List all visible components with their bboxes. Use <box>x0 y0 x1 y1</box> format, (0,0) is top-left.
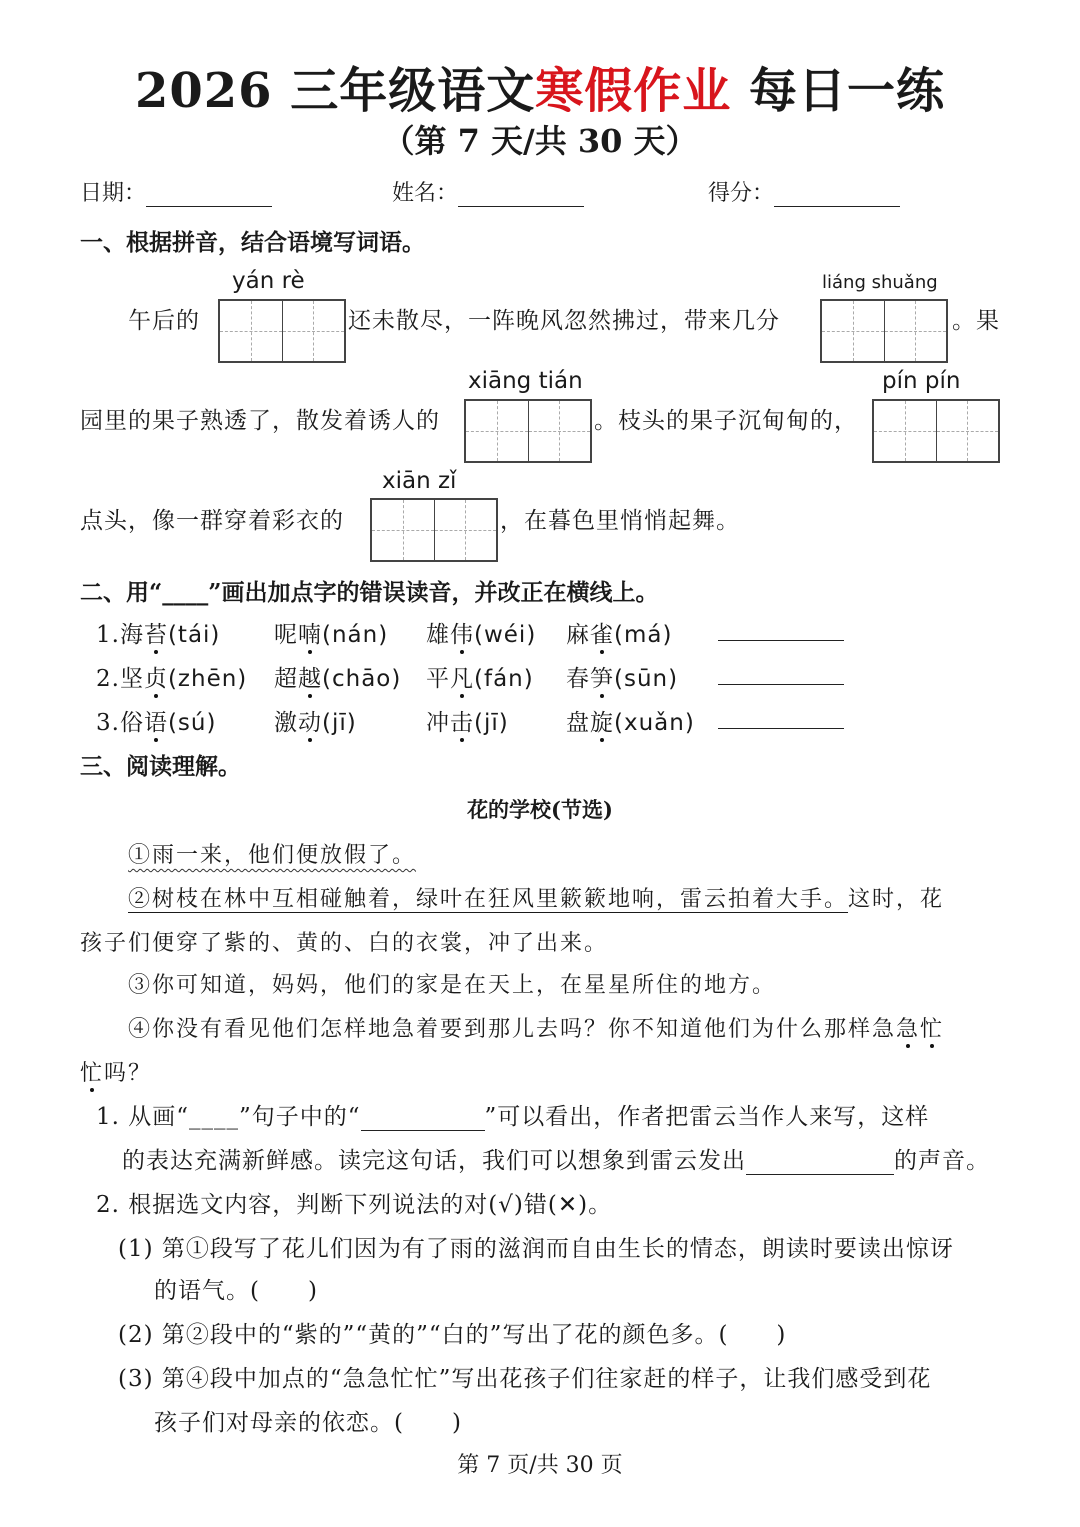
worksheet-title <box>0 52 1080 121</box>
passage-para-2 <box>128 882 944 913</box>
question-2-3: (3) 第④段中加点的“急急忙忙”写出花孩子们往家赶的样子，让我们感受到花 <box>118 1366 932 1392</box>
worksheet-subtitle: （第 7 天/共 30 天） <box>382 122 698 160</box>
answer-line-2[interactable] <box>718 684 844 685</box>
question-1-line-1 <box>96 1098 929 1131</box>
passage-para-1 <box>128 838 416 869</box>
dotted-char: 苔 <box>143 622 168 648</box>
word-char: 超 <box>274 666 298 692</box>
para-4-end: 吗？ <box>104 1061 153 1086</box>
dotted-char: 急 <box>896 1017 921 1042</box>
answer-line-3[interactable] <box>718 728 844 729</box>
para-2-tail: 这时，花 <box>848 887 945 912</box>
writing-grid-pinpin[interactable] <box>872 399 1000 463</box>
score-label: 得分： <box>708 181 775 206</box>
pron-item <box>274 704 357 737</box>
q1-blank-sound[interactable] <box>746 1152 894 1175</box>
score-field <box>708 176 900 207</box>
q1-text-c: 的表达充满新鲜感。读完这句话，我们可以想象到雷云发出 <box>122 1148 746 1174</box>
section1-heading: 一、根据拼音，结合语境写词语。 <box>80 229 425 256</box>
title-part1: 三年级语文 <box>290 63 536 119</box>
name-blank[interactable] <box>458 184 584 207</box>
pron-item <box>426 616 536 649</box>
dotted-char: 忙 <box>80 1061 105 1086</box>
writing-grid-xiangtian[interactable] <box>464 399 592 463</box>
line3-end: ，在暮色里悄悄起舞。 <box>500 508 740 534</box>
passage-para-4-cont <box>80 1056 152 1087</box>
pron-row-1 <box>96 616 220 649</box>
word-char: 激 <box>274 710 298 736</box>
title-part2: 每日一练 <box>749 63 946 119</box>
reading: (sūn) <box>614 666 679 692</box>
word-char: 麻 <box>566 622 590 648</box>
title-highlight: 寒假作业 <box>535 63 732 119</box>
reading: (jī) <box>474 710 509 736</box>
pron-row-2 <box>96 660 247 693</box>
dotted-char: 语 <box>143 710 168 736</box>
dotted-char: 忙 <box>920 1017 945 1042</box>
wavy-sentence: ①雨一来，他们便放假了。 <box>128 843 417 868</box>
pinyin-xiangtian: xiāng tián <box>468 368 583 394</box>
reading: (wéi) <box>474 622 537 648</box>
underlined-sentence: ②树枝在林中互相碰触着，绿叶在狂风里簌簌地响，雷云拍着大手。 <box>128 887 849 912</box>
pinyin-xianzi: xiān zǐ <box>382 468 457 494</box>
row-number: 2. <box>96 666 120 692</box>
word-char: 平 <box>426 666 450 692</box>
dotted-char: 越 <box>298 666 322 692</box>
pron-item <box>274 616 388 649</box>
q1-blank-word[interactable] <box>361 1108 485 1131</box>
passage-para-4 <box>128 1012 944 1043</box>
pron-row-3 <box>96 704 216 737</box>
name-label: 姓名： <box>392 181 459 206</box>
pron-item <box>566 704 695 737</box>
dotted-char: 伟 <box>450 622 474 648</box>
reading: (tái) <box>167 622 221 648</box>
page-footer: 第 7 页/共 30 页 <box>457 1453 623 1478</box>
title-year: 2026 <box>134 63 273 119</box>
question-2-1-cont[interactable]: 的语气。( ) <box>154 1278 318 1304</box>
section3-heading: 三、阅读理解。 <box>80 753 241 780</box>
q1-text-b: ”可以看出，作者把雷云当作人来写，这样 <box>484 1104 930 1130</box>
pron-item <box>566 660 678 693</box>
word-char: 雄 <box>426 622 450 648</box>
pinyin-pinpin: pín pín <box>882 368 961 394</box>
line1-middle: 还未散尽，一阵晚风忽然拂过，带来几分 <box>348 308 780 334</box>
pron-item <box>426 704 509 737</box>
line1-start: 午后的 <box>128 308 200 334</box>
pron-item <box>566 616 672 649</box>
pron-item <box>426 660 534 693</box>
question-2-1: (1) 第①段写了花儿们因为有了雨的滋润而自由生长的情态，朗读时要读出惊讶 <box>118 1236 954 1262</box>
writing-grid-xianzi[interactable] <box>370 498 498 562</box>
dotted-char: 凡 <box>450 666 474 692</box>
question-2-2[interactable]: (2) 第②段中的“紫的”“黄的”“白的”写出了花的颜色多。( ) <box>118 1322 787 1348</box>
reading: (fán) <box>474 666 534 692</box>
question-2-3-cont[interactable]: 孩子们对母亲的依恋。( ) <box>154 1410 462 1436</box>
section2-heading: 二、用“____”画出加点字的错误读音，并改正在横线上。 <box>80 579 659 606</box>
passage-para-3: ③你可知道，妈妈，他们的家是在天上，在星星所住的地方。 <box>128 973 777 998</box>
dotted-char: 雀 <box>590 622 614 648</box>
dotted-char: 动 <box>298 710 322 736</box>
pron-item <box>274 660 401 693</box>
reading: (má) <box>614 622 673 648</box>
para-4-text: ④你没有看见他们怎样地急着要到那儿去吗？你不知道他们为什么那样急 <box>128 1017 897 1042</box>
row-number: 3. <box>96 710 120 736</box>
name-field <box>392 176 584 207</box>
date-field <box>80 176 272 207</box>
date-blank[interactable] <box>146 184 272 207</box>
reading: (chāo) <box>322 666 402 692</box>
reading: (jī) <box>322 710 357 736</box>
dotted-char: 击 <box>450 710 474 736</box>
word-char: 坚 <box>119 666 144 692</box>
line2-middle: 。枝头的果子沉甸甸的， <box>594 408 858 434</box>
dotted-char: 喃 <box>298 622 322 648</box>
dotted-char: 笋 <box>590 666 614 692</box>
word-char: 盘 <box>566 710 590 736</box>
score-blank[interactable] <box>774 184 900 207</box>
word-char: 俗 <box>119 710 144 736</box>
passage-title: 花的学校(节选) <box>467 797 613 822</box>
date-label: 日期： <box>80 181 147 206</box>
word-char: 海 <box>119 622 144 648</box>
passage-para-2-cont: 孩子们便穿了紫的、黄的、白的衣裳，冲了出来。 <box>80 931 609 956</box>
reading: (sú) <box>167 710 217 736</box>
answer-line-1[interactable] <box>718 640 844 641</box>
word-char: 冲 <box>426 710 450 736</box>
question-1-line-2 <box>122 1142 990 1175</box>
pinyin-liangshuang: liáng shuǎng <box>822 272 938 293</box>
q1-text-a: 1. 从画“____”句子中的“ <box>96 1104 361 1130</box>
line2-start: 园里的果子熟透了，散发着诱人的 <box>80 408 440 434</box>
q1-text-d: 的声音。 <box>894 1148 990 1174</box>
line1-end: 。果 <box>952 308 1000 334</box>
writing-grid-yanre[interactable] <box>218 299 346 363</box>
dotted-char: 贞 <box>143 666 168 692</box>
word-char: 呢 <box>274 622 298 648</box>
reading: (nán) <box>322 622 389 648</box>
question-2: 2. 根据选文内容，判断下列说法的对(√)错(✕)。 <box>96 1192 613 1218</box>
reading: (xuǎn) <box>614 710 695 736</box>
line3-start: 点头，像一群穿着彩衣的 <box>80 508 344 534</box>
word-char: 春 <box>566 666 590 692</box>
row-number: 1. <box>96 622 120 648</box>
reading: (zhēn) <box>167 666 248 692</box>
pinyin-yanre: yán rè <box>232 268 305 294</box>
dotted-char: 旋 <box>590 710 614 736</box>
writing-grid-liangshuang[interactable] <box>820 299 948 363</box>
